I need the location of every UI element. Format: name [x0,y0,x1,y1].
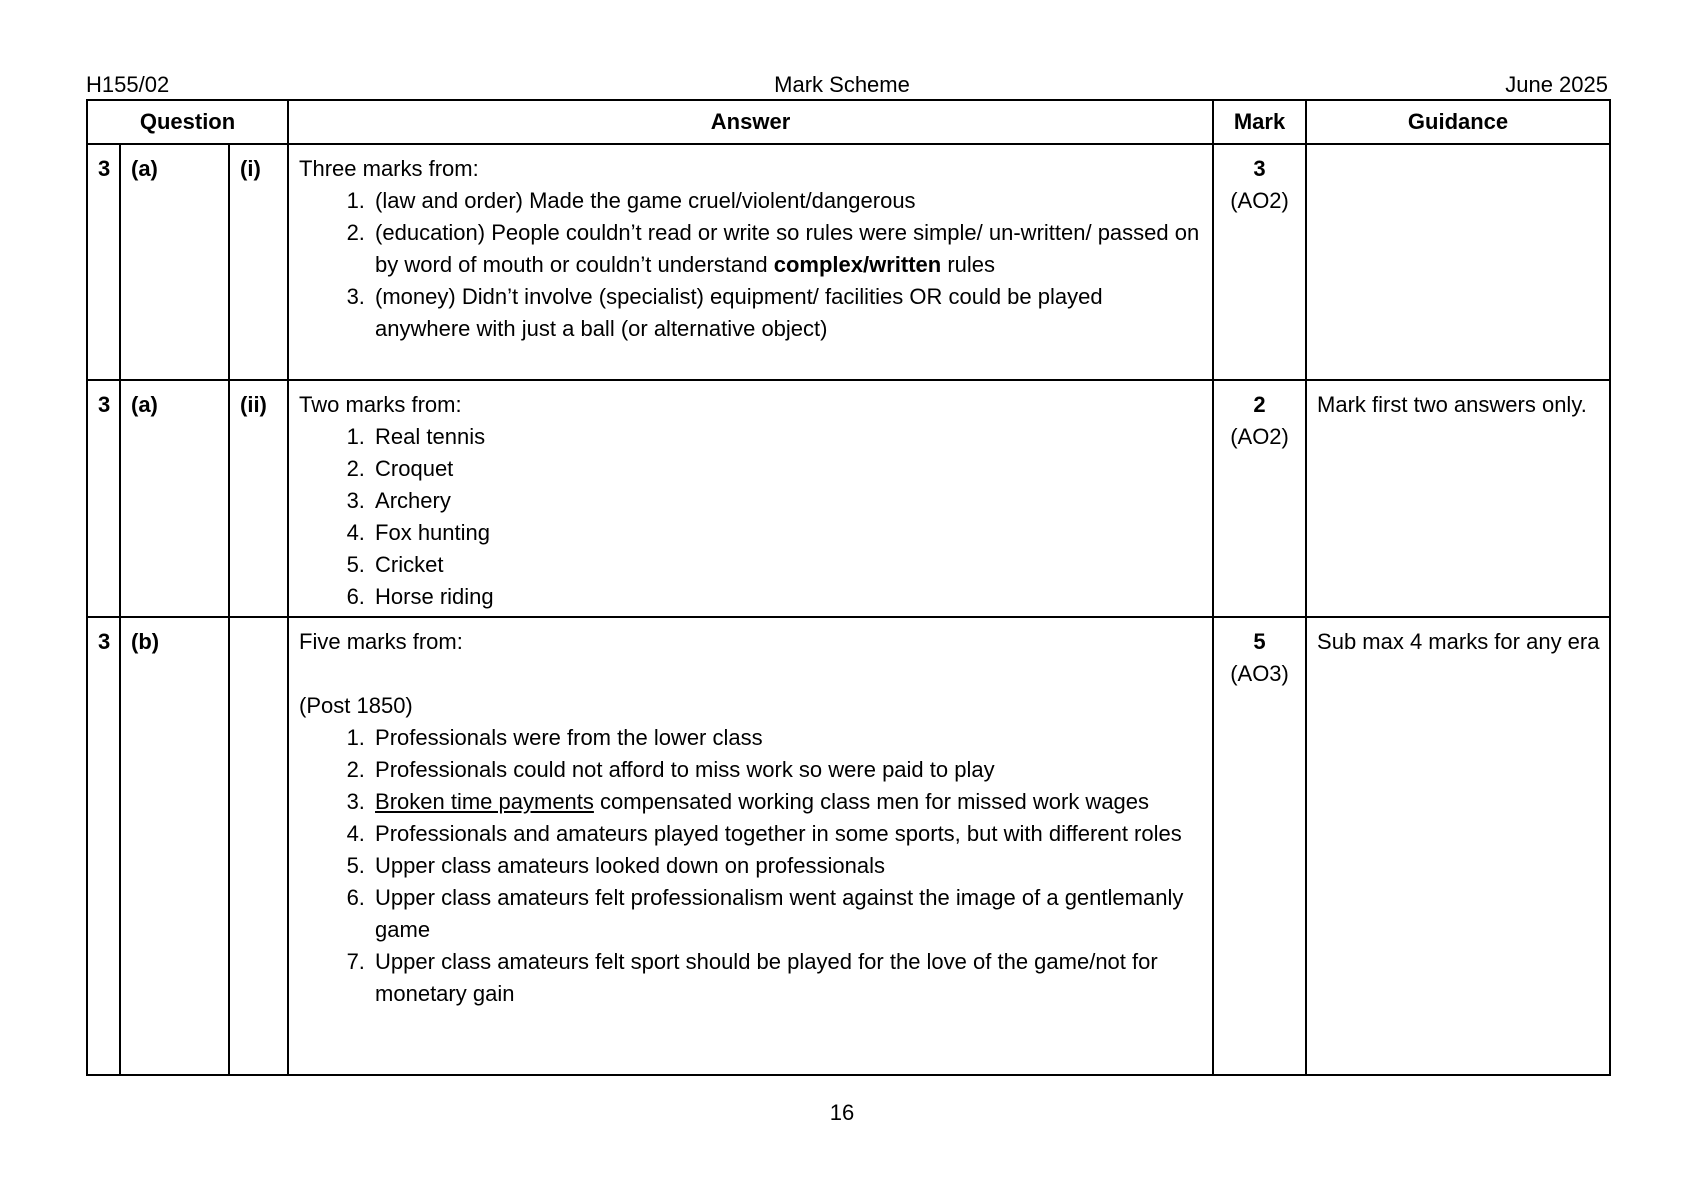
mark-value: 3 [1253,156,1266,181]
question-subpart [229,617,288,1075]
list-item: 7. Upper class amateurs felt sport should be played for the love of the game/not for monetary gain [371,946,1204,1010]
table-row [87,380,1610,617]
question-number: 3 [87,144,120,380]
answer-intro: Three marks from: [299,156,479,181]
assessment-objective: (AO3) [1230,661,1289,686]
list-item: 4. Professionals and amateurs played together in some sports, but with different roles [371,818,1204,850]
answer-cell [288,144,1213,380]
guidance-cell: Mark first two answers only. [1306,380,1610,617]
column-header-guidance: Guidance [1306,100,1610,144]
assessment-objective: (AO2) [1230,188,1289,213]
list-item: 1. Real tennis [371,421,1204,453]
list-item [371,217,1204,281]
guidance-cell [1306,144,1610,380]
mark-value: 5 [1253,629,1266,654]
column-header-question: Question [87,100,288,144]
document-code: H155/02 [86,72,170,97]
list-item: 4. Fox hunting [371,517,1204,549]
answer-list [299,722,1204,1010]
list-item-bold: complex/written [773,252,942,277]
column-header-answer: Answer [288,100,1213,144]
list-item-text: compensated working class men for missed work wages [593,789,1150,814]
list-item-text: rules [941,252,995,277]
mark-value: 2 [1253,392,1266,417]
answer-cell [288,380,1213,617]
question-subpart: (ii) [229,380,288,617]
list-item: 6. Horse riding [371,581,1204,613]
answer-list [299,421,1204,613]
guidance-cell: Sub max 4 marks for any era [1306,617,1610,1075]
question-number: 3 [87,617,120,1075]
table-header-row [87,100,1610,144]
list-item: 5. Upper class amateurs looked down on professionals [371,850,1204,882]
era-label: (Post 1850) [299,693,413,718]
list-item: 1. (law and order) Made the game cruel/violent/dangerous [371,185,1204,217]
mark-cell [1213,617,1306,1075]
list-item: 2. Professionals could not afford to miss work so were paid to play [371,754,1204,786]
document-date: June 2025 [1505,72,1608,97]
list-item: 3. (money) Didn’t involve (specialist) equipment/ facilities OR could be played anywhere with just a ball (or alternative object) [371,281,1204,345]
mark-scheme-table [86,99,1611,1076]
table-row [87,144,1610,380]
answer-intro: Five marks from: [299,629,463,654]
column-header-mark: Mark [1213,100,1306,144]
page-number: 16 [829,1100,855,1125]
list-item-underlined: Broken time payments [375,789,594,814]
question-number: 3 [87,380,120,617]
question-part: (b) [120,617,229,1075]
list-item-text: (education) People couldn’t read or write so rules were simple/ un-written/ passed on by word of mouth or couldn’t understand [375,220,1200,277]
document-title: Mark Scheme [774,72,910,97]
assessment-objective: (AO2) [1230,424,1289,449]
question-part: (a) [120,144,229,380]
list-item [371,786,1204,818]
list-item: 1. Professionals were from the lower class [371,722,1204,754]
answer-list [299,185,1204,345]
question-subpart: (i) [229,144,288,380]
list-item: 3. Archery [371,485,1204,517]
list-item: 2. Croquet [371,453,1204,485]
table-row [87,617,1610,1075]
list-item: 5. Cricket [371,549,1204,581]
answer-intro: Two marks from: [299,392,462,417]
mark-cell [1213,380,1306,617]
list-item: 6. Upper class amateurs felt professionalism went against the image of a gentlemanly game [371,882,1204,946]
mark-cell [1213,144,1306,380]
answer-cell [288,617,1213,1075]
question-part: (a) [120,380,229,617]
